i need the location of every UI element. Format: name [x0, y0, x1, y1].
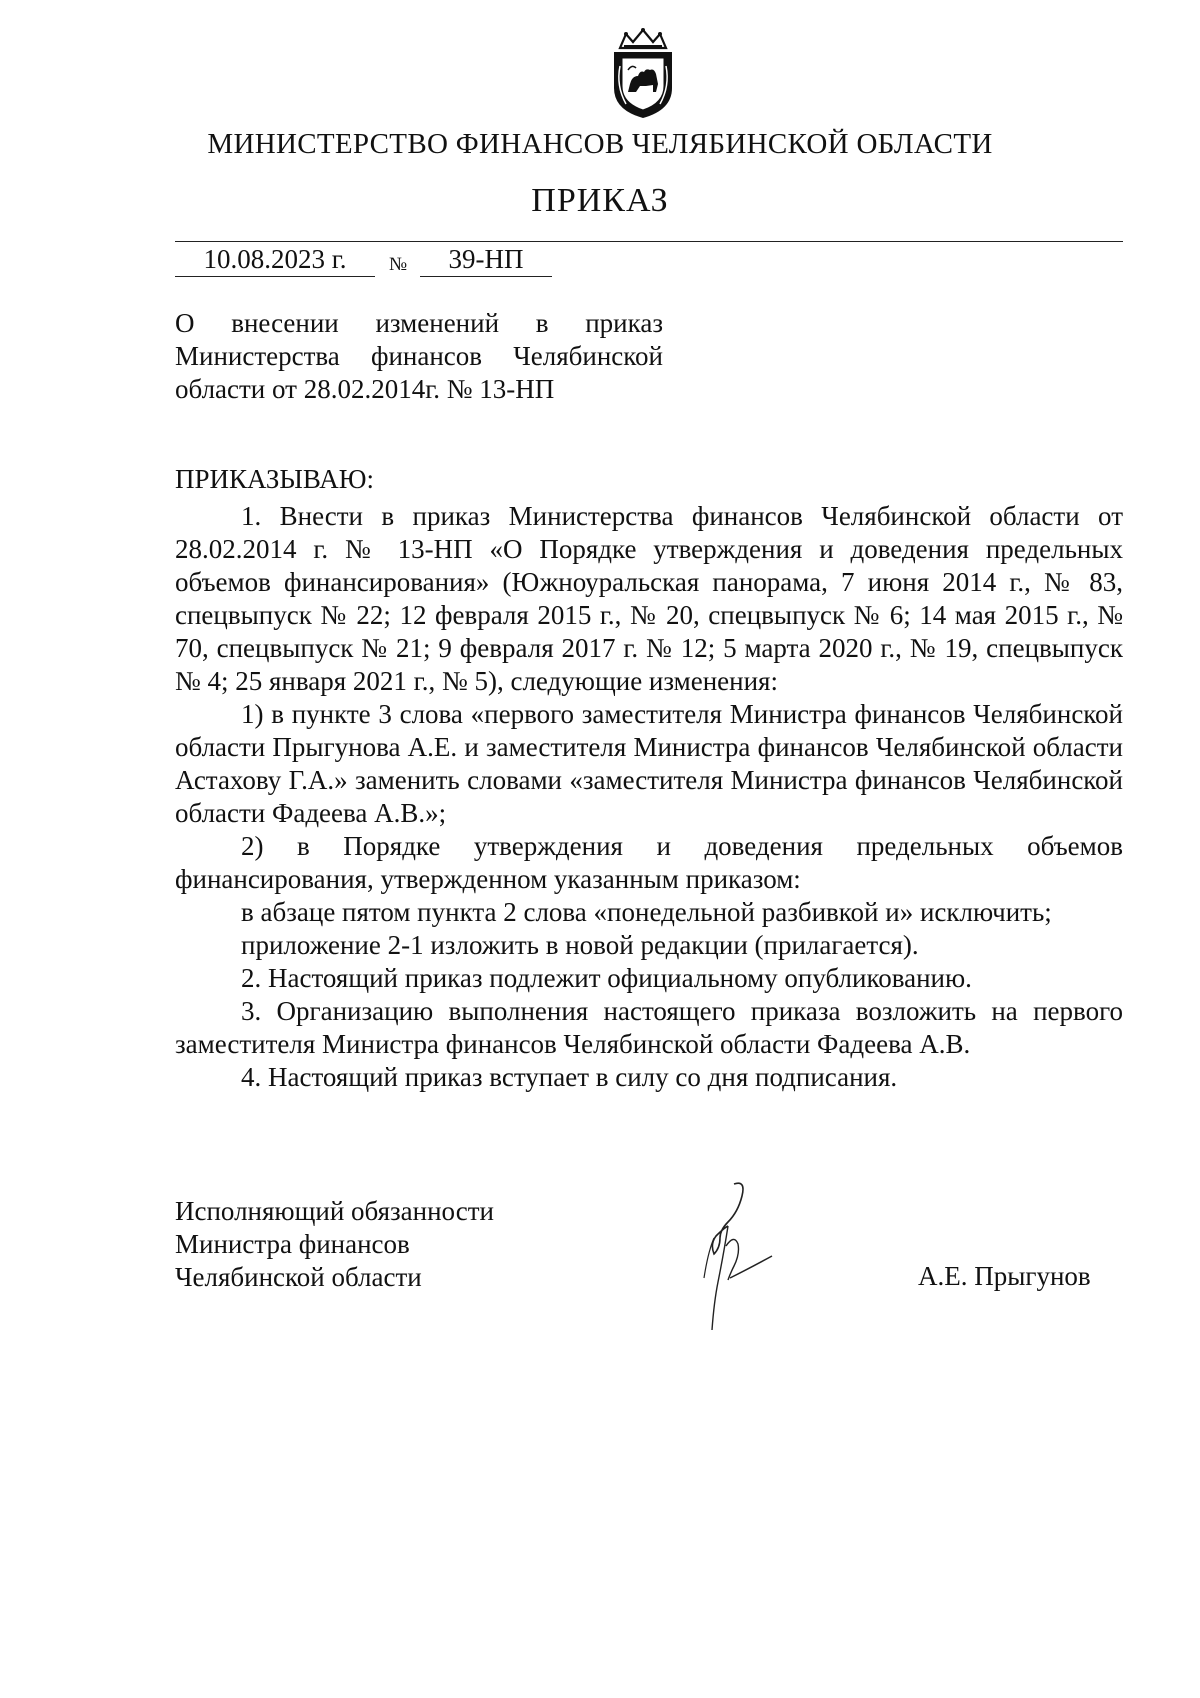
- subject-line: О внесении изменений в приказ: [175, 308, 663, 338]
- order-body: [175, 500, 1123, 1094]
- signatory-name: А.Е. Прыгунов: [918, 1261, 1091, 1291]
- number-sign: №: [389, 254, 408, 275]
- paragraph-item-4: 4. Настоящий приказ вступает в силу со дня подписания.: [241, 1062, 898, 1092]
- position-line: Министра финансов: [175, 1229, 410, 1259]
- signatory-position: [175, 1195, 494, 1294]
- header-divider: [175, 241, 1123, 242]
- order-subject: [175, 307, 663, 406]
- subject-line: Министерства финансов Челябинской: [175, 341, 663, 371]
- paragraph-item-2: 2. Настоящий приказ подлежит официальному опубликованию.: [241, 963, 972, 993]
- handwritten-signature: [694, 1182, 774, 1332]
- paragraph-amendment-2: приложение 2-1 изложить в новой редакции (прилагается).: [241, 930, 919, 960]
- order-number: 39-НП: [420, 243, 552, 277]
- order-directive-heading: ПРИКАЗЫВАЮ:: [175, 464, 374, 494]
- position-line: Челябинской области: [175, 1262, 422, 1292]
- order-date: 10.08.2023 г.: [175, 243, 375, 277]
- subject-line: области от 28.02.2014г. № 13-НП: [175, 374, 555, 404]
- paragraph-amendment-1: в абзаце пятом пункта 2 слова «понедельной разбивкой и» исключить;: [241, 897, 1052, 927]
- ministry-name: МИНИСТЕРСТВО ФИНАНСОВ ЧЕЛЯБИНСКОЙ ОБЛАСТИ: [207, 128, 993, 160]
- paragraph-subitem-1: 1) в пункте 3 слова «первого заместителя Министра финансов Челябинской области Прыгунова А.Е. и заместителя Министра финансов Челябинской области Астахову Г.А.» заменить словами «заместителя Министра финансов Челябинской области Фадеева А.В.»;: [175, 699, 1123, 828]
- document-type: ПРИКАЗ: [531, 182, 669, 219]
- position-line: Исполняющий обязанности: [175, 1196, 494, 1226]
- paragraph-subitem-2: 2) в Порядке утверждения и доведения предельных объемов финансирования, утвержденном указанным приказом:: [175, 831, 1123, 894]
- coat-of-arms-icon: [606, 26, 680, 122]
- paragraph-item-1: 1. Внести в приказ Министерства финансов Челябинской области от 28.02.2014 г. № 13-НП «О Порядке утверждения и доведения предельных объемов финансирования» (Южноуральская панорама, 7 июня 2014 г., № 83, спецвыпуск № 22; 12 февраля 2015 г., № 20, спецвыпуск № 6; 14 мая 2015 г., № 70, спецвыпуск № 21; 9 февраля 2017 г. № 12; 5 марта 2020 г., № 19, спецвыпуск № 4; 25 января 2021 г., № 5), следующие изменения:: [175, 501, 1123, 696]
- paragraph-item-3: 3. Организацию выполнения настоящего приказа возложить на первого заместителя Министра финансов Челябинской области Фадеева А.В.: [175, 996, 1123, 1059]
